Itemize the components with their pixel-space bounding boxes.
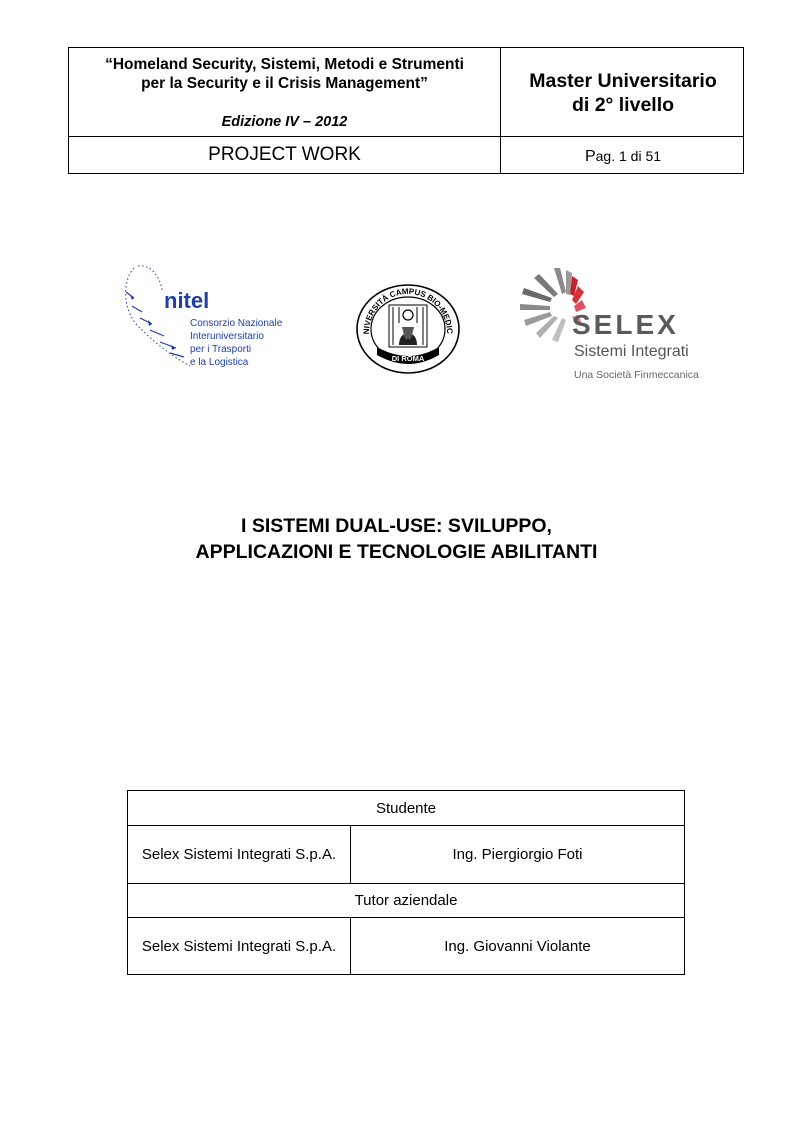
header-divider-horizontal <box>69 136 744 137</box>
student-header: Studente <box>375 800 437 817</box>
table-divider <box>128 883 684 884</box>
master-label: Master Universitario di 2° livello <box>529 70 717 116</box>
selex-logo <box>518 258 728 382</box>
tutor-header: Tutor aziendale <box>354 892 458 909</box>
nitel-line2: Interuniversitario <box>190 331 264 342</box>
nitel-logo <box>120 262 300 374</box>
student-org: Selex Sistemi Integrati S.p.A. <box>141 846 337 863</box>
ucbm-seal-logo <box>355 283 461 375</box>
nitel-line4: e la Logistica <box>190 357 249 368</box>
university-seal-icon <box>355 283 461 375</box>
table-divider <box>128 917 684 918</box>
table-divider <box>128 825 684 826</box>
selex-fan-icon <box>518 258 728 382</box>
student-tutor-table <box>127 790 685 975</box>
selex-name: SELEX <box>572 309 679 340</box>
nitel-line1: Consorzio Nazionale <box>190 318 283 329</box>
tutor-org: Selex Sistemi Integrati S.p.A. <box>141 938 337 955</box>
tutor-name: Ing. Giovanni Violante <box>444 938 591 955</box>
header-table <box>68 47 744 174</box>
student-name: Ing. Piergiorgio Foti <box>452 846 583 863</box>
nitel-swoosh-icon <box>120 262 300 374</box>
nitel-line3: per i Trasporti <box>190 344 252 355</box>
page-number: Pag. 1 di 51 <box>584 148 662 165</box>
selex-subtitle: Sistemi Integrati <box>574 343 689 360</box>
seal-city: DI ROMA <box>391 354 425 363</box>
project-work-label: PROJECT WORK <box>208 144 361 165</box>
nitel-name: nitel <box>164 288 210 313</box>
edition-label: Edizione IV – 2012 <box>221 114 348 130</box>
course-title: “Homeland Security, Sistemi, Metodi e Strumenti per la Security e il Crisis Management” <box>105 56 464 92</box>
seal-arc-text: NIVERSITÀ CAMPUS BIO-MEDIC <box>361 286 455 335</box>
selex-tagline: Una Società Finmeccanica <box>574 369 699 381</box>
document-title: I SISTEMI DUAL-USE: SVILUPPO, APPLICAZIONI E TECNOLOGIE ABILITANTI <box>195 515 598 563</box>
